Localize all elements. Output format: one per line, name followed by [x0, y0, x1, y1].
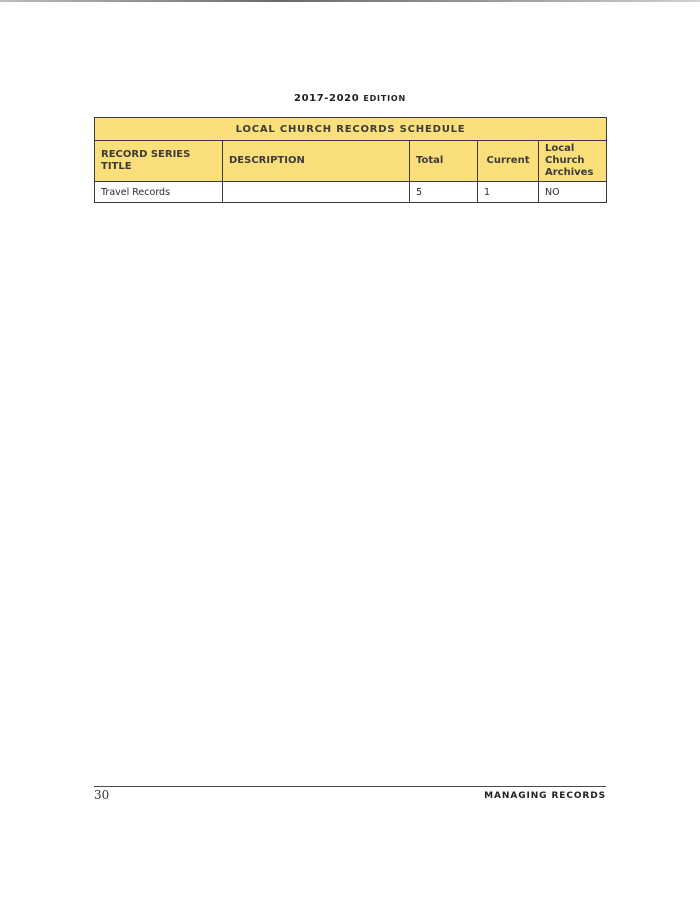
cell-total: 5	[410, 182, 478, 203]
scan-edge-line	[0, 0, 700, 2]
cell-record-series-title: Travel Records	[95, 182, 223, 203]
column-header-record-series-title: RECORD SERIES TITLE	[95, 141, 223, 182]
edition-word: EDITION	[363, 94, 406, 103]
table-title-row	[95, 118, 607, 141]
table-title: LOCAL CHURCH RECORDS SCHEDULE	[95, 118, 607, 141]
cell-description	[223, 182, 410, 203]
edition-heading	[0, 93, 700, 104]
footer-divider	[94, 786, 606, 787]
cell-local-church-archives: NO	[539, 182, 607, 203]
page-number: 30	[94, 788, 110, 802]
running-title: MANAGING RECORDS	[484, 791, 606, 801]
table-header-row	[95, 141, 607, 182]
column-header-description: DESCRIPTION	[223, 141, 410, 182]
table-row	[95, 182, 607, 203]
records-schedule-table	[94, 117, 607, 203]
column-header-current: Current	[478, 141, 539, 182]
cell-current: 1	[478, 182, 539, 203]
column-header-local-church-archives: Local Church Archives	[539, 141, 607, 182]
column-header-total: Total	[410, 141, 478, 182]
edition-year: 2017-2020	[294, 93, 360, 104]
